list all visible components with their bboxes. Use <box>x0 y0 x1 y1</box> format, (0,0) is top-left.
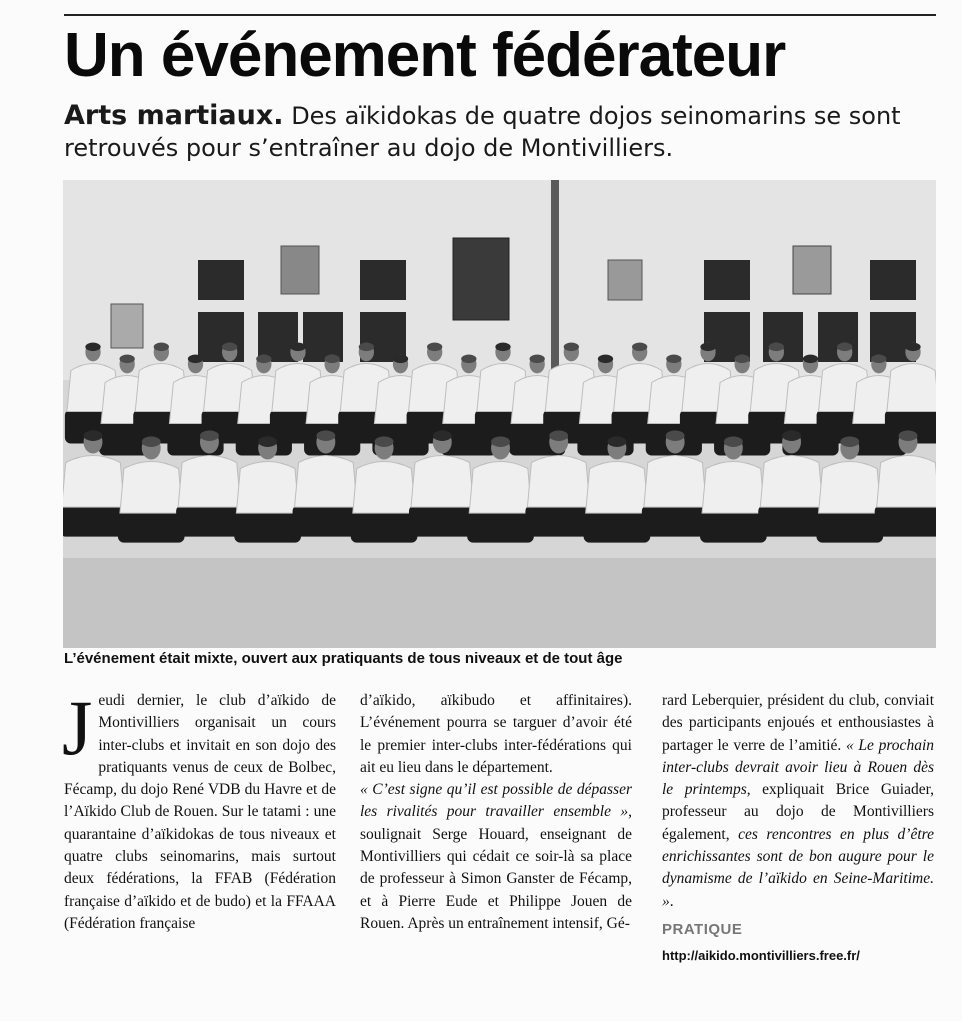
group-photo <box>63 180 936 648</box>
dropcap: J <box>62 684 93 771</box>
column-3-text-end: . <box>669 892 674 910</box>
kicker: Arts martiaux. <box>64 100 284 131</box>
club-url[interactable]: http://aikido.montivilliers.free.fr/ <box>662 948 860 964</box>
quote-guiader-2: ces rencontres en plus d’être enrichissantes sont de bon augure pour le dynamisme de l’aïkido en Seine-Maritime. » <box>662 825 934 910</box>
pillar <box>551 180 559 380</box>
deck-text: Des aïkidokas de quatre dojos seinomarins se sont retrouvés pour s’entraîner au dojo de Montivilliers. <box>64 102 901 162</box>
top-rule <box>64 14 936 16</box>
photo-caption: L’événement était mixte, ouvert aux pratiquants de tous niveaux et de tout âge <box>64 650 623 667</box>
quote-houard: « C’est signe qu’il est possible de dépasser les rivalités pour travailler ensemble » <box>360 781 632 821</box>
tatami <box>63 558 936 648</box>
group-photo-image <box>63 180 936 648</box>
headline: Un événement fédérateur <box>64 21 786 90</box>
column-2 <box>360 690 632 935</box>
column-3-text-a: rard Leberquier, président du club, conviait des participants enjoués et enthousiastes à partager le verre de l’amitié. <box>662 692 934 754</box>
column-2-text-a: d’aïkido, aïkibudo et affinitaires). L’événement pourra se targuer d’avoir été le premier inter-clubs inter-fédérations qui ait eu lieu dans le département. <box>360 692 632 776</box>
column-1 <box>62 684 336 935</box>
pratique-label: PRATIQUE <box>662 920 743 938</box>
column-3 <box>662 690 934 968</box>
column-2-text-b: , soulignait Serge Houard, enseignant de Montivilliers qui cédait ce soir-là sa place de professeur à Simon Ganster de Fécamp, et à Pierre Eude et Philippe Jouen de Rouen. Après un entraînement intensif, Gé- <box>360 803 632 932</box>
column-3-text-b: , expliquait Brice Guiader, professeur au dojo de Montivilliers également, <box>662 781 935 843</box>
column-1-text: eudi dernier, le club d’aïkido de Montivilliers organisait un cours inter-clubs et invitait en son dojo des pratiquants venus de ceux de Bolbec, Fécamp, du dojo René VDB du Havre et de l’Aïkido Club de Rouen. Sur le tatami : une quarantaine d’aïkidokas de tous niveaux et quatre clubs seinomarins, mais surtout deux fédérations, la FFAB (Fédération française d’aïkido et de budo) et la FFAAA (Fédération française <box>64 692 336 932</box>
deck <box>64 100 944 164</box>
quote-guiader-1: « Le prochain inter-clubs devrait avoir lieu à Rouen dès le printemps <box>662 736 934 799</box>
